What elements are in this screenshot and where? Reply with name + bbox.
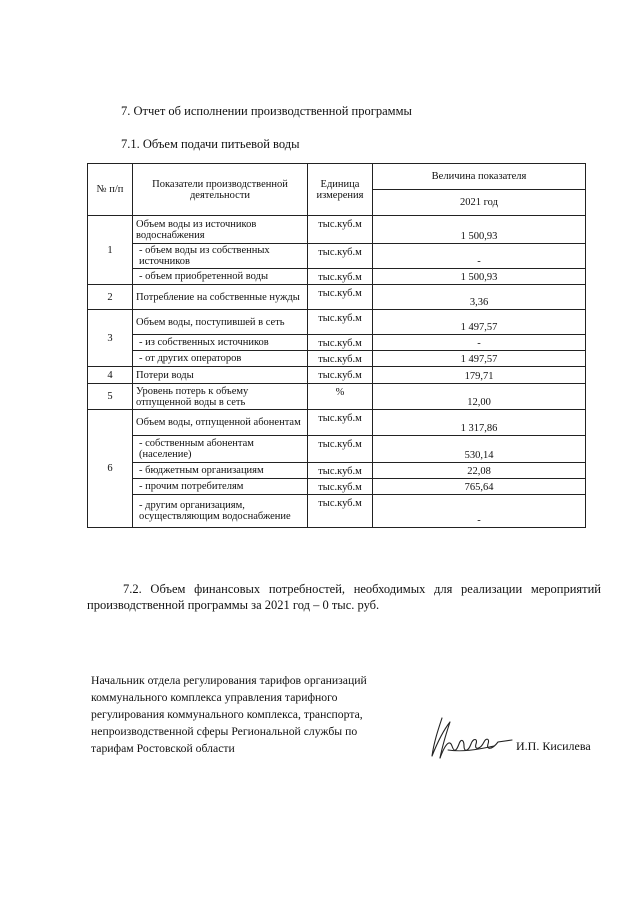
row-value: 1 500,93 [373,216,586,244]
row-unit: тыс.куб.м [308,479,373,495]
row-unit: % [308,384,373,410]
table-row [88,351,586,367]
row-indicator: - объем воды из собственных источников [133,244,308,269]
row-value: - [373,495,586,528]
position-line: непроизводственной сферы Региональной службы по [91,725,358,738]
row-indicator: - от других операторов [133,351,308,367]
row-value: 1 317,86 [373,410,586,436]
position-line: регулирования коммунального комплекса, транспорта, [91,708,363,721]
row-value: - [373,244,586,269]
row-number: 4 [88,367,133,384]
signer-name: И.П. Кисилева [516,739,591,753]
row-number: 3 [88,310,133,367]
row-unit: тыс.куб.м [308,495,373,528]
row-unit: тыс.куб.м [308,216,373,244]
row-indicator: - другим организациям, осуществляющим водоснабжение [133,495,308,528]
row-value: 530,14 [373,436,586,463]
position-line: тарифам Ростовской области [91,742,235,755]
table-row [88,216,586,244]
table-row [88,479,586,495]
table-row [88,463,586,479]
header-year: 2021 год [373,190,586,216]
row-unit: тыс.куб.м [308,463,373,479]
row-indicator: - бюджетным организациям [133,463,308,479]
row-unit: тыс.куб.м [308,351,373,367]
row-unit: тыс.куб.м [308,410,373,436]
header-indicator: Показатели производственной деятельности [133,164,308,216]
header-num: № п/п [88,164,133,216]
row-indicator: - прочим потребителям [133,479,308,495]
row-unit: тыс.куб.м [308,269,373,285]
table-row [88,495,586,528]
row-unit: тыс.куб.м [308,285,373,310]
row-indicator: Уровень потерь к объему отпущенной воды в сеть [133,384,308,410]
row-value: 1 497,57 [373,310,586,335]
row-indicator: Потребление на собственные нужды [133,285,308,310]
row-value: 765,64 [373,479,586,495]
row-indicator: Объем воды, поступившей в сеть [133,310,308,335]
header-value: Величина показателя [373,164,586,190]
row-indicator: - из собственных источников [133,335,308,351]
header-unit: Единица измерения [308,164,373,216]
row-value: 22,08 [373,463,586,479]
row-unit: тыс.куб.м [308,436,373,463]
row-value: 12,00 [373,384,586,410]
table-row [88,384,586,410]
section-heading: 7. Отчет об исполнении производственной программы [121,104,412,118]
row-value: 3,36 [373,285,586,310]
position-line: коммунального комплекса управления тарифного [91,691,338,704]
signer-position [91,672,406,757]
table-row [88,335,586,351]
row-unit: тыс.куб.м [308,310,373,335]
table-row [88,436,586,463]
row-value: 1 500,93 [373,269,586,285]
table-row [88,244,586,269]
row-number: 6 [88,410,133,528]
row-unit: тыс.куб.м [308,367,373,384]
table-row [88,285,586,310]
table-row [88,410,586,436]
water-supply-table [87,163,586,528]
row-unit: тыс.куб.м [308,335,373,351]
financial-paragraph: 7.2. Объем финансовых потребностей, необходимых для реализации мероприятий производственной программы за 2021 год – 0 тыс. руб. [87,582,601,612]
row-indicator: - объем приобретенной воды [133,269,308,285]
row-number: 2 [88,285,133,310]
row-indicator: Потери воды [133,367,308,384]
row-number: 5 [88,384,133,410]
row-value: 1 497,57 [373,351,586,367]
row-value: - [373,335,586,351]
subsection-heading: 7.1. Объем подачи питьевой воды [121,137,300,151]
row-indicator: - собственным абонентам (население) [133,436,308,463]
row-value: 179,71 [373,367,586,384]
row-indicator: Объем воды, отпущенной абонентам [133,410,308,436]
table-row [88,367,586,384]
row-indicator: Объем воды из источников водоснабжения [133,216,308,244]
handwritten-signature [428,712,514,764]
position-line: Начальник отдела регулирования тарифов организаций [91,674,367,687]
table-row [88,269,586,285]
row-unit: тыс.куб.м [308,244,373,269]
table-row [88,310,586,335]
row-number: 1 [88,216,133,285]
